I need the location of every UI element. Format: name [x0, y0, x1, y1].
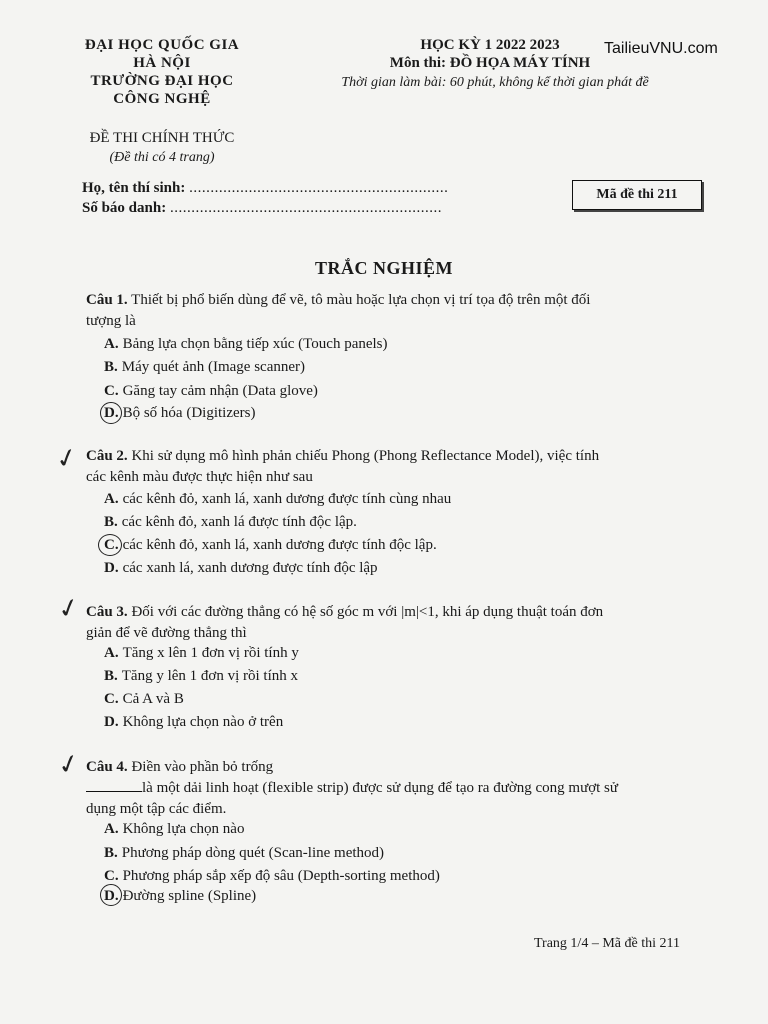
exam-code-box: Mã đề thi 211	[572, 180, 702, 210]
option-3a	[104, 642, 299, 664]
option-4d	[104, 885, 256, 907]
watermark: TailieuVNU.com	[604, 40, 718, 57]
option-text: Phương pháp dòng quét (Scan-line method)	[121, 845, 385, 861]
question-text-cont: tượng là	[86, 313, 136, 329]
check-mark-icon: ✓	[54, 747, 84, 783]
answer-circle-mark	[98, 534, 122, 556]
option-letter: C.	[104, 383, 119, 399]
option-text: Đường spline (Spline)	[122, 888, 257, 904]
candidate-name-label: Họ, tên thí sinh:	[82, 180, 186, 196]
candidate-id-blank: ................................................................	[169, 200, 442, 216]
option-text: Cả A và B	[122, 691, 184, 707]
option-4b	[104, 842, 384, 864]
question-3	[86, 602, 708, 644]
question-text: Khi sử dụng mô hình phản chiếu Phong (Phong Reflectance Model), việc tính	[131, 448, 600, 464]
option-text: Bảng lựa chọn bằng tiếp xúc (Touch panels)	[122, 336, 388, 352]
option-letter: A.	[104, 336, 119, 352]
option-letter: A.	[104, 821, 119, 837]
option-letter: C.	[104, 537, 119, 553]
option-4c	[104, 865, 440, 887]
fill-in-blank	[86, 779, 142, 792]
option-2c	[104, 534, 437, 556]
question-number: Câu 2.	[86, 448, 128, 464]
option-2d	[104, 557, 378, 579]
option-text: Phương pháp sắp xếp độ sâu (Depth-sorting method)	[122, 868, 440, 884]
option-text: các kênh đỏ, xanh lá, xanh dương được tính cùng nhau	[122, 491, 452, 507]
university-header	[62, 36, 262, 108]
candidate-id-label: Số báo danh:	[82, 200, 167, 216]
university-line: ĐẠI HỌC QUỐC GIA	[84, 37, 240, 53]
option-text: Tăng x lên 1 đơn vị rồi tính y	[122, 645, 299, 661]
check-mark-icon: ✓	[54, 591, 84, 627]
option-text: Không lựa chọn nào	[122, 821, 245, 837]
candidate-id-field	[82, 200, 442, 217]
time-note: Thời gian làm bài: 60 phút, không kể thời gian phát đề	[341, 75, 649, 90]
page-count-note: (Đề thi có 4 trang)	[109, 150, 215, 165]
question-number: Câu 3.	[86, 604, 128, 620]
option-letter: D.	[104, 888, 119, 904]
question-text-cont: là một dải linh hoạt (flexible strip) được sử dụng để tạo ra đường cong mượt sử	[142, 780, 619, 796]
option-3d	[104, 711, 283, 733]
option-1a	[104, 333, 388, 355]
subject-label: Môn thi: ĐỒ HỌA MÁY TÍNH	[389, 55, 591, 71]
option-letter: C.	[104, 868, 119, 884]
question-1	[86, 290, 708, 332]
section-title: TRẮC NGHIỆM	[314, 258, 453, 278]
option-letter: D.	[104, 560, 119, 576]
option-letter: B.	[104, 359, 118, 375]
university-line: CÔNG NGHỆ	[113, 91, 211, 107]
option-letter: B.	[104, 845, 118, 861]
question-text-cont: các kênh màu được thực hiện như sau	[86, 469, 313, 485]
option-text: Tăng y lên 1 đơn vị rồi tính x	[121, 668, 299, 684]
question-number: Câu 4.	[86, 759, 128, 775]
official-label: ĐỀ THI CHÍNH THỨC	[89, 130, 235, 146]
official-block	[62, 128, 262, 168]
option-text: Găng tay cảm nhận (Data glove)	[122, 383, 318, 399]
option-3c	[104, 688, 184, 710]
option-1b	[104, 356, 305, 378]
check-mark-icon: ✓	[52, 441, 82, 477]
option-letter: C.	[104, 691, 119, 707]
question-text: Điền vào phần bỏ trống	[131, 759, 274, 775]
page-footer: Trang 1/4 – Mã đề thi 211	[534, 936, 680, 951]
question-text-cont: giản để vẽ đường thẳng thì	[86, 625, 247, 641]
option-1d	[104, 402, 255, 424]
option-text: các xanh lá, xanh dương được tính độc lập	[122, 560, 378, 576]
question-text: Thiết bị phổ biến dùng để vẽ, tô màu hoặc lựa chọn vị trí tọa độ trên một đối	[131, 292, 591, 308]
option-letter: D.	[104, 405, 119, 421]
term-label: HỌC KỲ 1 2022 2023	[420, 37, 560, 53]
question-2	[86, 446, 708, 488]
university-line: HÀ NỘI	[133, 55, 191, 71]
option-text: Bộ số hóa (Digitizers)	[122, 405, 256, 421]
answer-circle-mark	[100, 884, 122, 906]
option-2a	[104, 488, 451, 510]
option-1c	[104, 380, 318, 402]
answer-circle-mark	[100, 402, 122, 424]
option-letter: A.	[104, 645, 119, 661]
option-3b	[104, 665, 298, 687]
question-4	[86, 757, 708, 820]
option-text: Không lựa chọn nào ở trên	[122, 714, 284, 730]
option-2b	[104, 511, 357, 533]
option-text: các kênh đỏ, xanh lá, xanh dương được tính độc lập.	[122, 537, 437, 553]
option-letter: D.	[104, 714, 119, 730]
option-text: các kênh đỏ, xanh lá được tính độc lập.	[121, 514, 357, 530]
option-letter: B.	[104, 514, 118, 530]
option-letter: A.	[104, 491, 119, 507]
question-text: Đối với các đường thẳng có hệ số góc m với |m|<1, khi áp dụng thuật toán đơn	[131, 604, 604, 620]
university-line: TRƯỜNG ĐẠI HỌC	[90, 73, 234, 89]
question-text-cont: dụng một tập các điểm.	[86, 801, 227, 817]
question-number: Câu 1.	[86, 292, 128, 308]
option-text: Máy quét ảnh (Image scanner)	[121, 359, 306, 375]
candidate-name-field	[82, 180, 448, 197]
candidate-name-blank: .............................................................	[189, 180, 449, 196]
option-letter: B.	[104, 668, 118, 684]
option-4a	[104, 818, 244, 840]
